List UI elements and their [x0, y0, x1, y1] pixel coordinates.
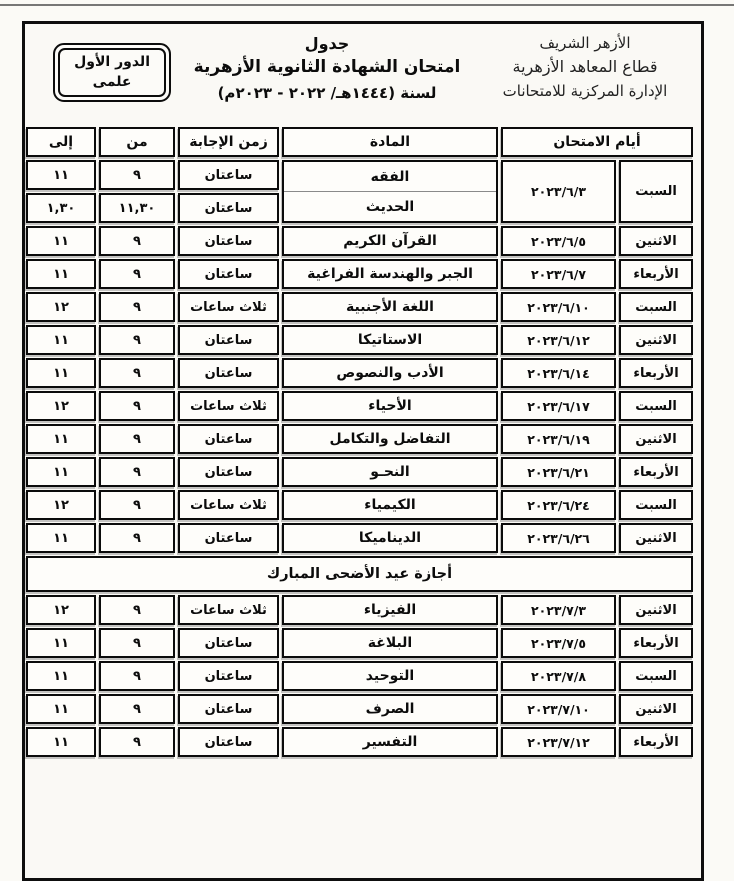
schedule-title: [175, 30, 479, 105]
subject-cell: اللغة الأجنبية: [282, 292, 498, 322]
from-cell: ٩: [99, 226, 175, 256]
subject-subrow: الحديث: [284, 191, 496, 221]
day-cell: السبت: [619, 661, 693, 691]
duration-cell: ثلاث ساعات: [178, 490, 279, 520]
subject-subrow: الفقه: [370, 168, 410, 185]
to-cell: ١٢: [26, 292, 96, 322]
from-cell: ٩: [99, 358, 175, 388]
stage-label: الدور الأول: [74, 54, 150, 70]
subject-cell: الأحياء: [282, 391, 498, 421]
date-cell: ٢٠٢٣/٧/٨: [501, 661, 616, 691]
to-cell: ١١: [26, 424, 96, 454]
day-cell: الاثنين: [619, 523, 693, 553]
to-cell: ١٢: [26, 490, 96, 520]
from-cell: ٩: [99, 160, 175, 190]
from-cell: ٩: [99, 595, 175, 625]
subject-cell: الصرف: [282, 694, 498, 724]
duration-cell: ساعتان: [178, 457, 279, 487]
to-cell: ١١: [26, 226, 96, 256]
duration-cell: ساعتان: [178, 727, 279, 757]
round-box-area: [35, 30, 175, 102]
date-cell: ٢٠٢٣/٦/١٤: [501, 358, 616, 388]
duration-cell: ساعتان: [178, 193, 279, 223]
date-cell: ٢٠٢٣/٦/١٢: [501, 325, 616, 355]
duration-cell: ساعتان: [178, 694, 279, 724]
title-word: جدول: [304, 34, 350, 53]
track-label: علمى: [92, 73, 132, 90]
duration-cell: ساعتان: [178, 226, 279, 256]
subject-cell: الأدب والنصوص: [282, 358, 498, 388]
duration-cell: ساعتان: [178, 160, 279, 190]
from-cell: ٩: [99, 661, 175, 691]
column-header-from: من: [99, 127, 175, 157]
scan-artifact-line: [0, 4, 734, 6]
day-cell: الأربعاء: [619, 259, 693, 289]
subject-cell: [282, 160, 498, 223]
to-cell: ١٢: [26, 391, 96, 421]
to-cell: ١١: [26, 523, 96, 553]
from-cell: ٩: [99, 523, 175, 553]
document-header: [25, 24, 701, 125]
day-cell: الاثنين: [619, 226, 693, 256]
from-cell: ٩: [99, 391, 175, 421]
to-cell: ١٢: [26, 595, 96, 625]
day-cell: السبت: [619, 391, 693, 421]
subject-cell: التوحيد: [282, 661, 498, 691]
to-cell: ١١: [26, 160, 96, 190]
org-administration: الإدارة المركزية للامتحانات: [502, 82, 668, 101]
duration-cell: ثلاث ساعات: [178, 595, 279, 625]
from-cell: ٩: [99, 727, 175, 757]
day-cell: الأربعاء: [619, 727, 693, 757]
to-cell: ١١: [26, 628, 96, 658]
day-cell: السبت: [619, 292, 693, 322]
date-cell: ٢٠٢٣/٦/٣: [501, 160, 616, 223]
date-cell: ٢٠٢٣/٦/٥: [501, 226, 616, 256]
org-sector: قطاع المعاهد الأزهرية: [512, 57, 658, 77]
duration-cell: ساعتان: [178, 325, 279, 355]
column-header-duration: زمن الإجابة: [178, 127, 279, 157]
subject-cell: النحـو: [282, 457, 498, 487]
from-cell: ٩: [99, 259, 175, 289]
from-cell: ٩: [99, 424, 175, 454]
document-frame: [22, 21, 704, 881]
subject-cell: الفيزياء: [282, 595, 498, 625]
from-cell: ١١,٣٠: [99, 193, 175, 223]
date-cell: ٢٠٢٣/٦/٧: [501, 259, 616, 289]
duration-cell: ثلاث ساعات: [178, 391, 279, 421]
title-exam-name: امتحان الشهادة الثانوية الأزهرية: [193, 57, 461, 78]
duration-cell: ثلاث ساعات: [178, 292, 279, 322]
date-cell: ٢٠٢٣/٦/١٠: [501, 292, 616, 322]
subject-cell: التفسير: [282, 727, 498, 757]
to-cell: ١١: [26, 325, 96, 355]
duration-cell: ساعتان: [178, 523, 279, 553]
to-cell: ١١: [26, 727, 96, 757]
day-cell: السبت: [619, 160, 693, 223]
date-cell: ٢٠٢٣/٦/٢٦: [501, 523, 616, 553]
date-cell: ٢٠٢٣/٧/١٢: [501, 727, 616, 757]
subject-cell: الجبر والهندسة الفراغية: [282, 259, 498, 289]
day-cell: الاثنين: [619, 694, 693, 724]
to-cell: ١,٣٠: [26, 193, 96, 223]
to-cell: ١١: [26, 259, 96, 289]
subject-cell: الكيمياء: [282, 490, 498, 520]
to-cell: ١١: [26, 694, 96, 724]
to-cell: ١١: [26, 358, 96, 388]
from-cell: ٩: [99, 694, 175, 724]
day-cell: الأربعاء: [619, 358, 693, 388]
holiday-banner: أجازة عيد الأضحى المبارك: [26, 556, 693, 592]
duration-cell: ساعتان: [178, 358, 279, 388]
from-cell: ٩: [99, 628, 175, 658]
date-cell: ٢٠٢٣/٦/٢٤: [501, 490, 616, 520]
org-name: الأزهر الشريف: [539, 34, 631, 52]
date-cell: ٢٠٢٣/٦/١٧: [501, 391, 616, 421]
duration-cell: ساعتان: [178, 628, 279, 658]
date-cell: ٢٠٢٣/٧/٣: [501, 595, 616, 625]
date-cell: ٢٠٢٣/٧/٥: [501, 628, 616, 658]
date-cell: ٢٠٢٣/٧/١٠: [501, 694, 616, 724]
day-cell: الاثنين: [619, 424, 693, 454]
subject-cell: القرآن الكريم: [282, 226, 498, 256]
from-cell: ٩: [99, 457, 175, 487]
date-cell: ٢٠٢٣/٦/١٩: [501, 424, 616, 454]
from-cell: ٩: [99, 292, 175, 322]
day-cell: الاثنين: [619, 595, 693, 625]
subject-cell: الاستاتيكا: [282, 325, 498, 355]
duration-cell: ساعتان: [178, 259, 279, 289]
to-cell: ١١: [26, 457, 96, 487]
day-cell: الأربعاء: [619, 628, 693, 658]
subject-cell: التفاضل والتكامل: [282, 424, 498, 454]
column-header-subject: المادة: [282, 127, 498, 157]
duration-cell: ساعتان: [178, 661, 279, 691]
subject-cell: البلاغة: [282, 628, 498, 658]
title-year: لسنة (١٤٤٤هـ/ ٢٠٢٢ - ٢٠٢٣م): [217, 83, 437, 102]
date-cell: ٢٠٢٣/٦/٢١: [501, 457, 616, 487]
azhar-letterhead: [479, 30, 691, 103]
column-header-to: إلى: [26, 127, 96, 157]
to-cell: ١١: [26, 661, 96, 691]
day-cell: الاثنين: [619, 325, 693, 355]
from-cell: ٩: [99, 490, 175, 520]
stage-stamp-box: [53, 43, 171, 102]
subject-cell: الديناميكا: [282, 523, 498, 553]
from-cell: ٩: [99, 325, 175, 355]
duration-cell: ساعتان: [178, 424, 279, 454]
column-header-exam-days: أيام الامتحان: [501, 127, 693, 157]
day-cell: السبت: [619, 490, 693, 520]
day-cell: الأربعاء: [619, 457, 693, 487]
exam-schedule-table: [32, 127, 693, 757]
